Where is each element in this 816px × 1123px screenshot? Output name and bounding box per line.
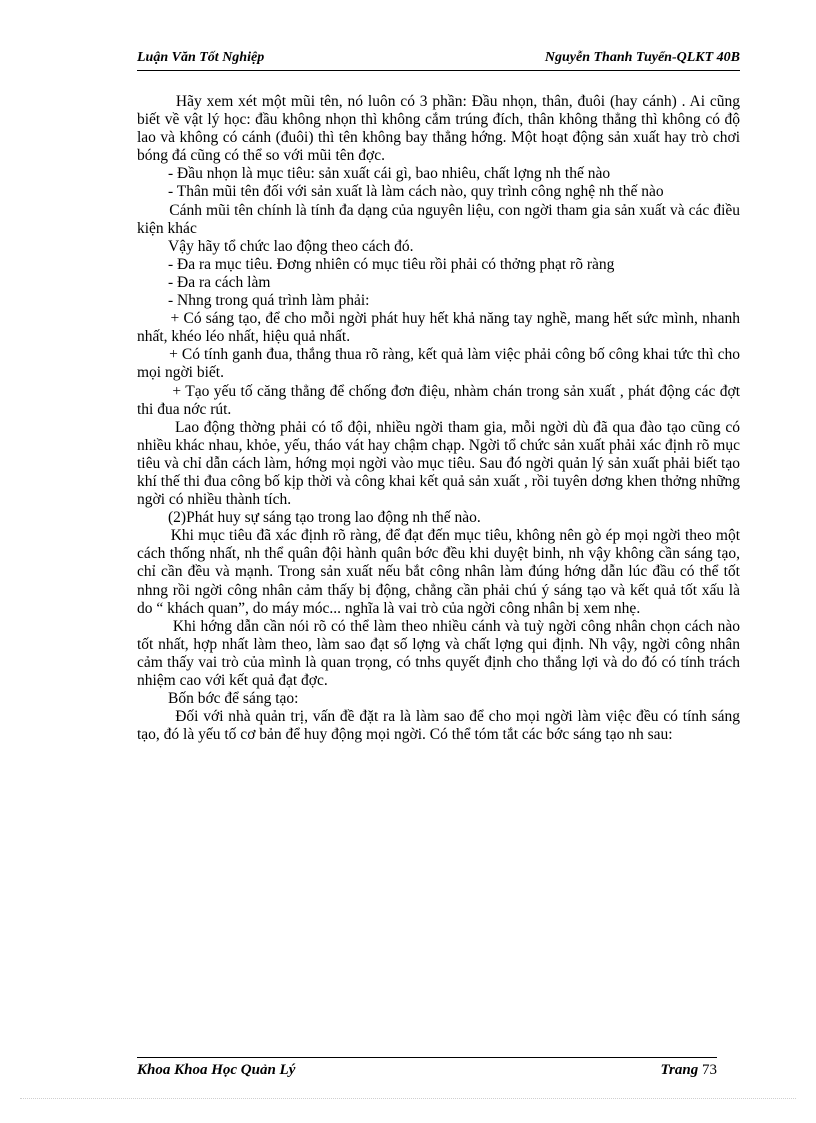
page-bottom-divider [20, 1098, 796, 1099]
paragraph: - Thân mũi tên đối với sản xuất là làm cách nào, quy trình công nghệ nh thế nào [137, 183, 664, 201]
page-number: 73 [702, 1062, 717, 1078]
header-thesis-title: Luận Văn Tốt Nghiệp [137, 50, 265, 65]
paragraph: Khi mục tiêu đã xác định rõ ràng, để đạt đến mục tiêu, không nên gò ép mọi ngời theo một cách thống nhất, nh thể quân đội hành quân bớc đều khi duyệt binh, nh vậy không cần sáng tạo, chỉ cần đều và mạnh. Trong sản xuất nếu bắt công nhân làm đúng hớng dẫn lúc đầu có thể tốt nhng rồi ngời công nhân cảm thấy bị động, chẳng cần phải chú ý sáng tạo và kết quả tốt xấu là do “ khách quan”, do máy móc... nghĩa là vai trò của ngời công nhân bị xem nhẹ. [137, 527, 744, 617]
paragraph: Khi hớng dẫn cần nói rõ có thể làm theo nhiều cánh và tuỳ ngời công nhân chọn cách nào tốt nhất, hợp nhất làm theo, làm sao đạt số lợng và chất lợng qui định. Nh vậy, ngời công nhân cảm thấy vai trò của mình là quan trọng, có tnhs quyết định cho thắng lợi và do đó có tính trách nhiệm cao với kết quả đạt đợc. [137, 617, 744, 689]
paragraph: + Tạo yếu tố căng thẳng để chống đơn điệu, nhàm chán trong sản xuất , phát động các đợt thi đua nớc rút. [137, 382, 744, 418]
paragraph: + Có tính ganh đua, thắng thua rõ ràng, kết quả làm việc phải công bố công khai tức thì cho mọi ngời biết. [137, 346, 744, 382]
footer-rule [137, 1057, 717, 1058]
paragraph: Bốn bớc để sáng tạo: [137, 690, 299, 708]
document-body [137, 93, 744, 744]
paragraph: - Nhng trong quá trình làm phải: [137, 292, 370, 310]
header-author: Nguyễn Thanh Tuyển-QLKT 40B [544, 50, 740, 65]
paragraph: Cánh mũi tên chính là tính đa dạng của nguyên liệu, con ngời tham gia sản xuất và các điều kiện khác [137, 201, 744, 237]
paragraph: Đối với nhà quản trị, vấn đề đặt ra là làm sao để cho mọi ngời làm việc đều có tính sáng tạo, đó là yếu tố cơ bản để huy động mọi ngời. Có thể tóm tắt các bớc sáng tạo nh sau: [137, 708, 744, 744]
paragraph: + Có sáng tạo, để cho mỗi ngời phát huy hết khả năng tay nghề, mang hết sức mình, nhanh nhất, khéo léo nhất, hiệu quả nhất. [137, 310, 744, 346]
paragraph: (2)Phát huy sự sáng tạo trong lao động nh thế nào. [137, 509, 481, 527]
page-header [137, 50, 740, 71]
paragraph: Vậy hãy tổ chức lao động theo cách đó. [137, 237, 414, 255]
paragraph: - Đa ra cách làm [137, 273, 271, 291]
footer-page-label: Trang [660, 1062, 699, 1078]
paragraph: Lao động thờng phải có tổ đội, nhiều ngời tham gia, mỗi ngời dù đã qua đào tạo cũng có nhiều khác nhau, khỏe, yếu, tháo vát hay chậm chạp. Ngời tổ chức sản xuất phải xác định rõ mục tiêu và chỉ dẫn cách làm, hớng mọi ngời vào mục tiêu. Sau đó ngời quản lý sản xuất phải biết tạo khí thế thi đua công bố kịp thời và công khai kết quả sản xuất , rồi tuyên dơng khen thởng những ngời có nhiều thành tích. [137, 418, 744, 509]
paragraph: Hãy xem xét một mũi tên, nó luôn có 3 phần: Đầu nhọn, thân, đuôi (hay cánh) . Ai cũng biết về vật lý học: đầu không nhọn thì không cắm trúng đích, thân không thẳng thì không có độ lao và không có cánh (đuôi) thì tên không bay thẳng hớng. Một hoạt động sản xuất hay trò chơi bóng đá cũng có thể so với mũi tên đợc. [137, 93, 744, 165]
paragraph: - Đầu nhọn là mục tiêu: sản xuất cái gì, bao nhiêu, chất lợng nh thế nào [137, 165, 611, 183]
paragraph: - Đa ra mục tiêu. Đơng nhiên có mục tiêu rồi phải có thởng phạt rõ ràng [137, 255, 615, 273]
footer-faculty: Khoa Khoa Học Quản Lý [137, 1062, 296, 1078]
footer-page [660, 1062, 717, 1079]
page-footer [137, 1062, 717, 1082]
